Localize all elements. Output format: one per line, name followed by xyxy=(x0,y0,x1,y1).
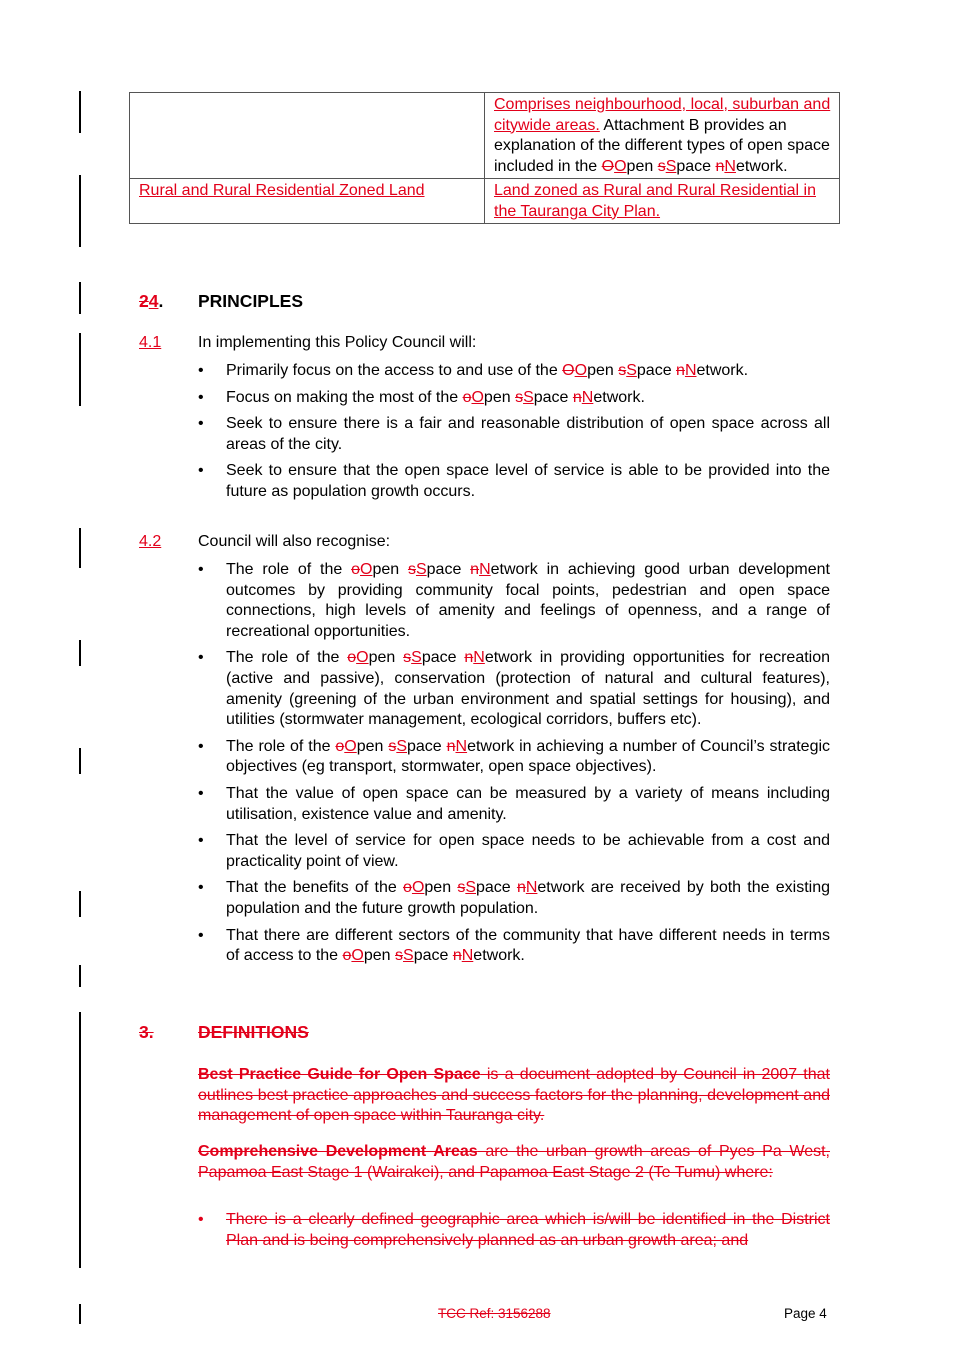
change-bar xyxy=(79,891,81,917)
principles-list-4-1 xyxy=(198,361,830,509)
definition-paragraph: Comprehensive Development Areas are the urban growth areas of Pyes Pa West, Papamoa East Stage 1 (Wairakei), and Papamoa East Stage 2 (Te Tumu) where: xyxy=(198,1143,830,1181)
definition-paragraph: Best Practice Guide for Open Space is a document adopted by Council in 2007 that outlines best practice approaches and success factors for the planning, development and management of open space within Tauranga city. xyxy=(198,1066,830,1125)
section-heading-principles: PRINCIPLES xyxy=(198,291,304,311)
table-row xyxy=(130,179,840,224)
list-item: • That the benefits of the oOpen sSpace nNetwork are received by both the existing population and the future growth population. xyxy=(198,879,831,917)
clause-number: 4.1 xyxy=(139,334,162,351)
change-bar xyxy=(79,1012,81,1268)
list-item: • That there are different sectors of the community that have different needs in terms of access to the oOpen sSpace nNetwork. xyxy=(198,926,830,965)
table-row xyxy=(130,93,840,179)
change-bar xyxy=(79,282,81,314)
clause-number: 4.2 xyxy=(139,533,162,550)
list-item: • The role of the oOpen sSpace nNetwork in providing opportunities for recreation (active and passive), conservation (protection of natural and cultural features), amenity (greening of the urban environment and spatial settings for housing), and utilities (stormwater management, ecological corridors, buffers etc). xyxy=(198,649,831,729)
change-bar xyxy=(79,640,81,666)
change-bar xyxy=(79,175,81,247)
table-cell-definition: Land zoned as Rural and Rural Residential in the Tauranga City Plan. xyxy=(485,179,840,224)
table-cell-term xyxy=(130,93,485,179)
change-bar xyxy=(79,333,81,406)
list-item: • That the level of service for open space needs to be achievable from a cost and practicality point of view. xyxy=(198,832,830,870)
clause-text: Council will also recognise: xyxy=(198,533,391,550)
change-bar xyxy=(79,1304,81,1324)
clause-text: In implementing this Policy Council will: xyxy=(198,334,477,351)
list-item: • Focus on making the most of the oOpen sSpace nNetwork. xyxy=(198,388,645,406)
definitions-table xyxy=(129,92,840,224)
list-item: • Primarily focus on the access to and use of the OOpen sSpace nNetwork. xyxy=(198,362,749,379)
list-item: • Seek to ensure that the open space level of service is able to be provided into the future as population growth occurs. xyxy=(198,462,830,500)
section-heading-definitions: DEFINITIONS xyxy=(198,1022,309,1042)
list-item: • The role of the oOpen sSpace nNetwork in achieving good urban development outcomes by providing community focal points, pedestrian and open space connections, high levels of amenity and feelings of openness, and a range of recreational opportunities. xyxy=(198,561,831,640)
list-item: • Seek to ensure there is a fair and reasonable distribution of open space across all areas of the city. xyxy=(198,415,830,453)
definitions-list xyxy=(198,1210,830,1257)
list-item: • That the value of open space can be measured by a variety of means including utilisation, existence value and amenity. xyxy=(198,784,830,823)
list-item: • The role of the oOpen sSpace nNetwork in achieving a number of Council’s strategic objectives (eg transport, stormwater, open space objectives). xyxy=(198,737,831,776)
footer-reference: TCC Ref: 3156288 xyxy=(438,1306,551,1321)
table-cell-definition: Comprises neighbourhood, local, suburban and citywide areas. Attachment B provides an explanation of the different types of open space included in the OOpen sSpace nNetwork. xyxy=(485,93,840,179)
section-number: 24. xyxy=(139,291,164,311)
change-bar xyxy=(79,965,81,987)
page-number: Page 4 xyxy=(784,1306,827,1321)
table-cell-term: Rural and Rural Residential Zoned Land xyxy=(130,179,485,224)
principles-list-4-2 xyxy=(198,560,830,973)
change-bar xyxy=(79,528,81,568)
section-number: 3. xyxy=(139,1022,154,1042)
change-bar xyxy=(79,91,81,133)
change-bar xyxy=(79,748,81,774)
list-item: • There is a clearly defined geographic area which is/will be identified in the District Plan and is being comprehensively planned as an urban growth area; and xyxy=(198,1211,830,1249)
